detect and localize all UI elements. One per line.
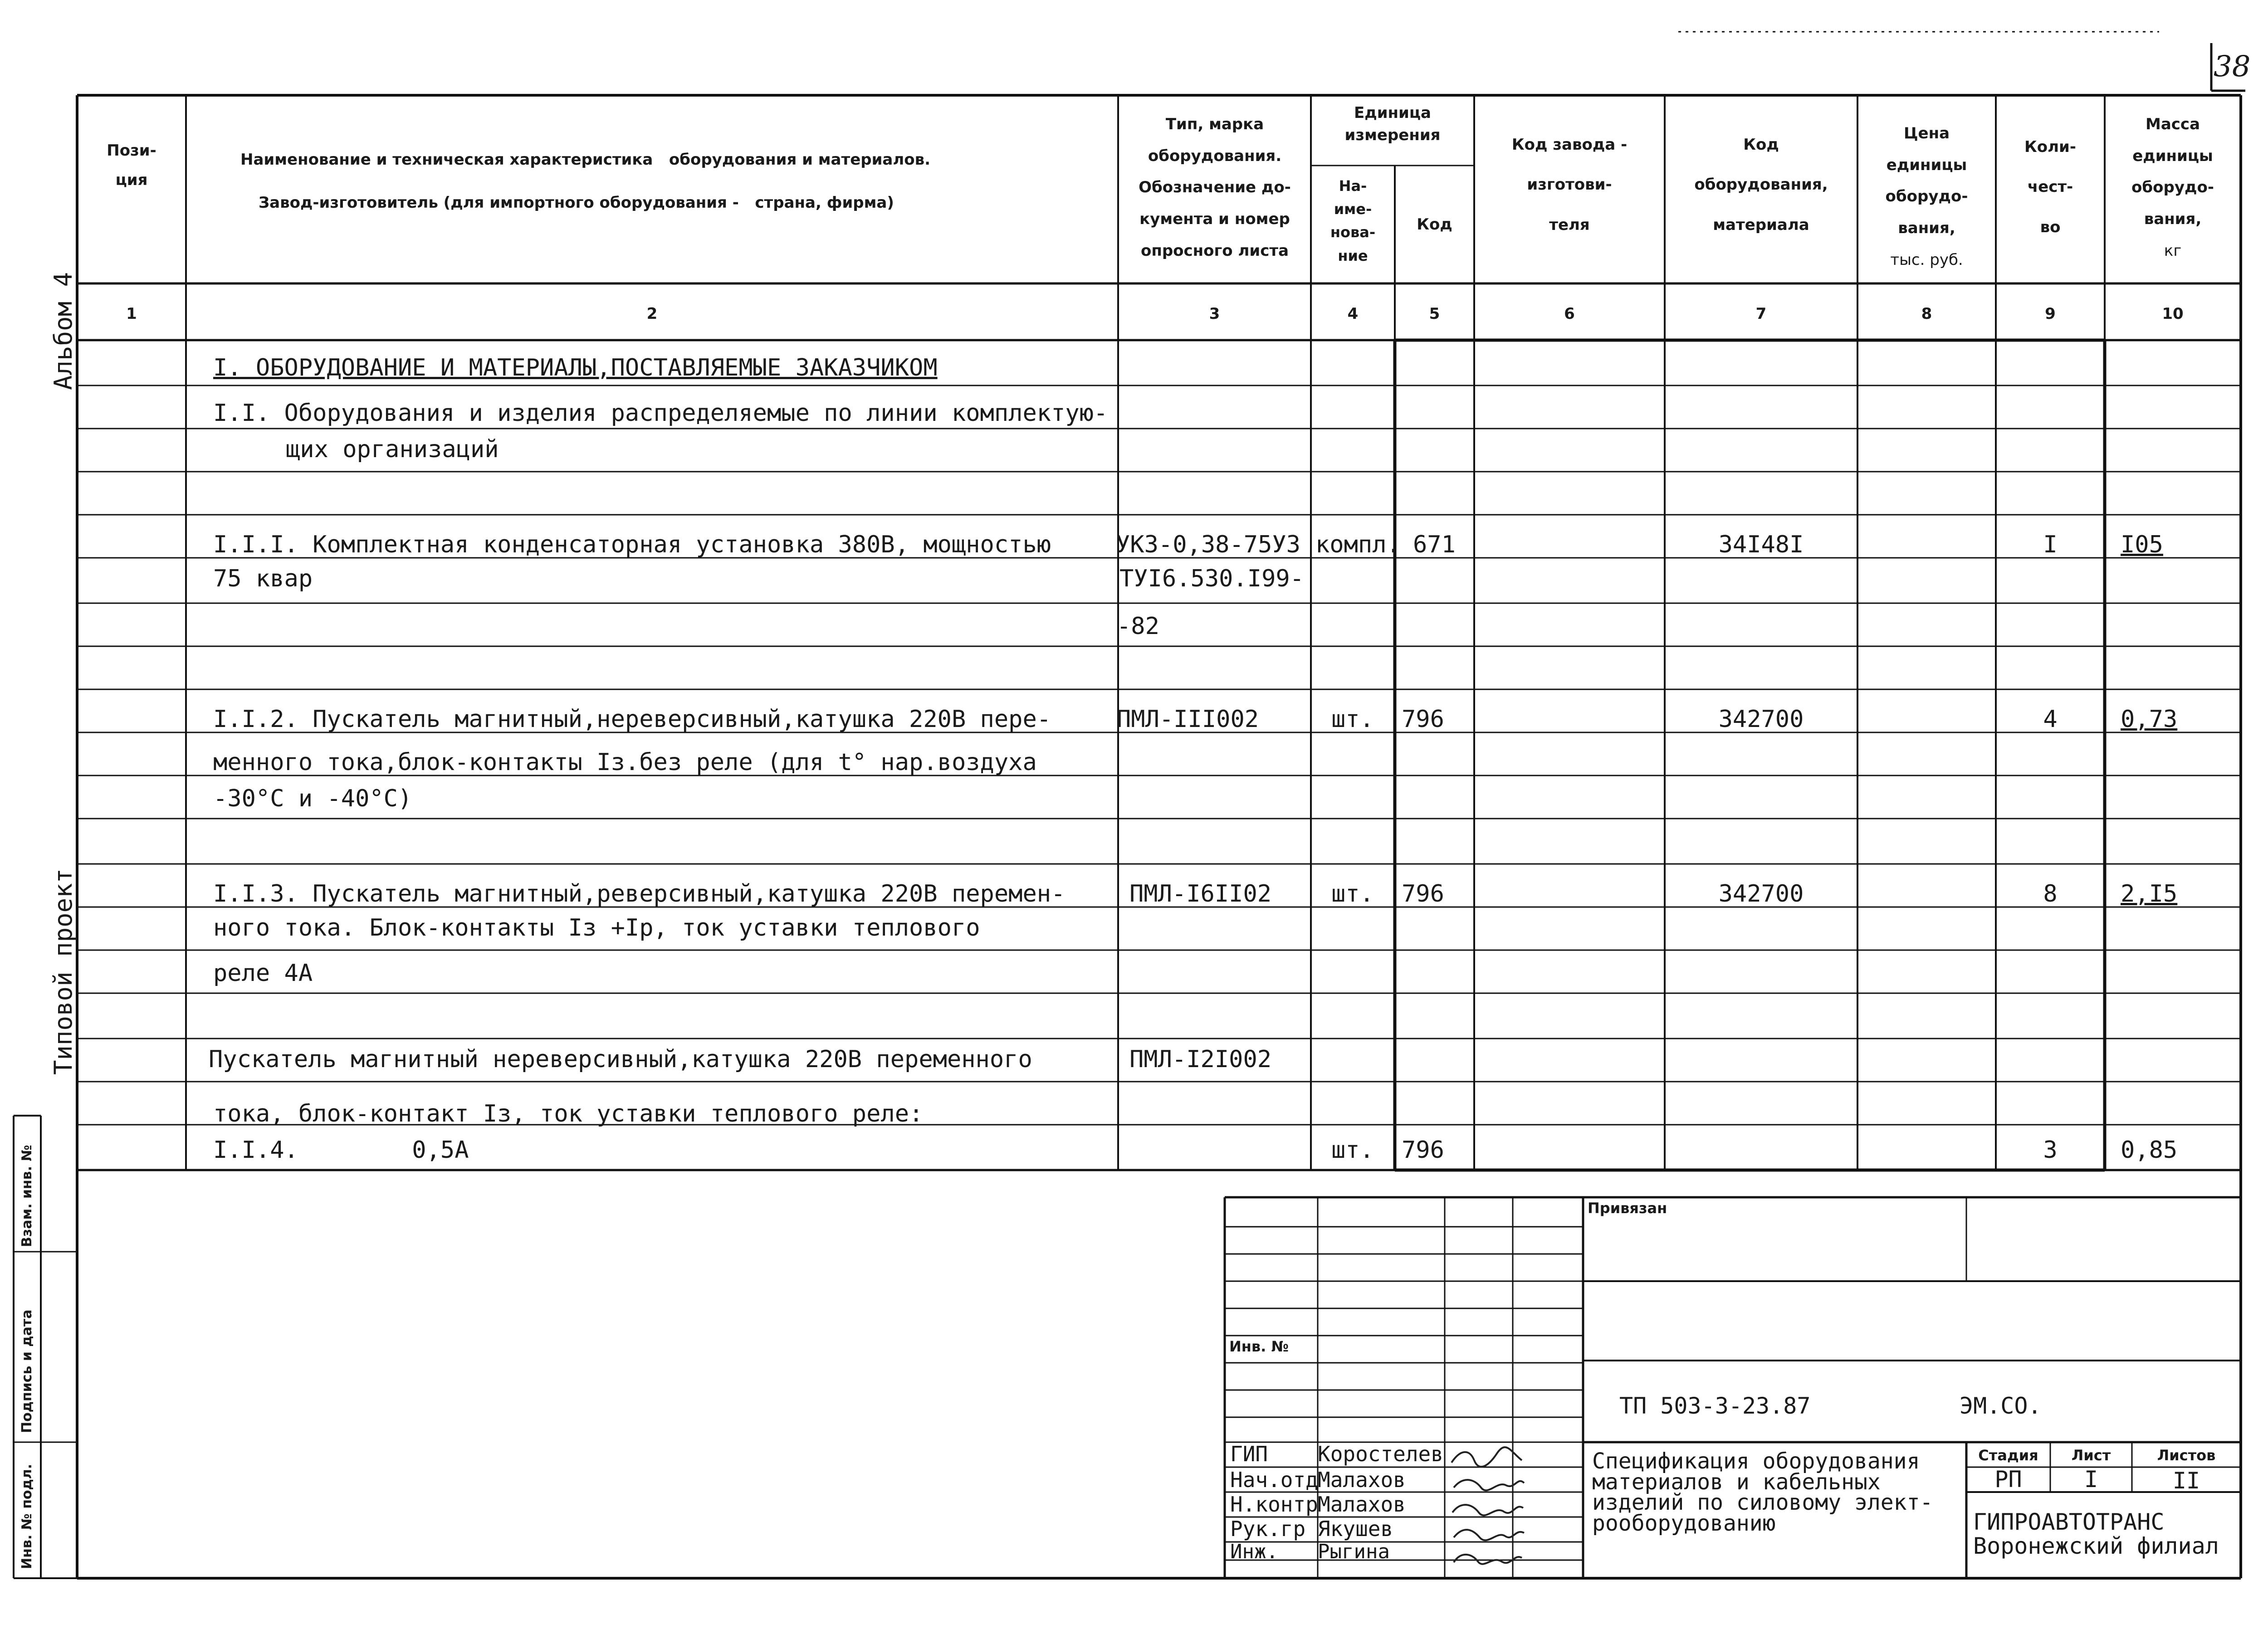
inv-label: Инв. № [1229,1338,1289,1355]
col-number: 7 [1755,305,1767,323]
item-type-cont: -82 [1117,613,1159,640]
item-quantity: 3 [2043,1136,2058,1164]
item-unit: компл. [1315,531,1401,558]
item-name: Пускатель магнитный нереверсивный,катушка 220В переменного [209,1046,1032,1073]
item-unit-code: 796 [1402,1136,1444,1164]
item-name-cont: ного тока. Блок-контакты Iз +Iр, ток уставки теплового [213,914,980,941]
col-number: 4 [1347,305,1359,323]
sheet-value: I [2084,1466,2098,1493]
item-unit-code: 796 [1402,706,1444,733]
item-name-cont: менного тока,блок-контакты Iз.без реле (для t° нар.воздуха [213,749,1037,776]
staff-role: Нач.отд [1230,1468,1318,1492]
item-mass: 2,I5 [2121,880,2178,907]
staff-name: Рыгина [1318,1540,1390,1563]
header-position: Пози- ция [107,141,156,189]
col-number: 10 [2162,305,2184,323]
sheets-value: II [2172,1468,2200,1494]
staff-name: Коростелев [1318,1442,1443,1466]
col-number: 3 [1209,305,1220,323]
item-name: I.I.2. Пускатель магнитный,нереверсивный,катушка 220В пере- [213,706,1051,733]
sheet-label: Лист [2071,1447,2111,1464]
header-price: Цена единицы оборудо- вания, тыс. руб. [1885,124,1968,269]
header-quantity: Коли- чест- во [2024,138,2076,236]
doc-suffix: ЭМ.СО. [1960,1393,2042,1419]
subsection-title: I.I. Оборудования и изделия распределяемые по линии комплектую- [213,400,1108,427]
item-mass: 0,85 [2121,1136,2178,1164]
staff-role: Рук.гр [1230,1517,1306,1541]
item-name-cont: тока, блок-контакт Iз, ток уставки теплового реле: [213,1100,924,1127]
item-quantity: 8 [2043,880,2058,907]
staff-role: Инж. [1230,1540,1278,1563]
subsection-title-cont: щих организаций [286,436,499,463]
col-number: 2 [646,305,658,323]
col-number: 5 [1429,305,1440,323]
header-unit-code: Код [1417,215,1452,234]
side-label-sign-date: Подпись и дата [19,1309,35,1433]
section-title: I. ОБОРУДОВАНИЕ И МАТЕРИАЛЫ,ПОСТАВЛЯЕМЫЕ ЗАКАЗЧИКОМ [213,354,938,381]
doc-code: ТП 503-3-23.87 [1619,1393,1811,1419]
doc-title: Спецификация оборудования материалов и кабельных изделий по силовому элект- рооборудованию [1592,1449,1933,1536]
header-unit-name: На- име- нова- ние [1330,177,1376,264]
stage-label: Стадия [1978,1447,2038,1464]
org-name: ГИПРОАВТОТРАНС Воронежский филиал [1973,1509,2219,1559]
item-material-code: 34I48I [1718,531,1804,558]
page-number: 38 [2214,50,2251,83]
sheets-label: Листов [2157,1447,2216,1464]
col-number: 6 [1564,305,1575,323]
header-unit: Единица измерения [1344,104,1441,145]
item-type: ПМЛ-I6II02 [1129,880,1272,907]
item-material-code: 342700 [1718,880,1804,907]
item-unit: шт. [1331,880,1374,907]
item-name: I.I.3. Пускатель магнитный,реверсивный,катушка 220В перемен- [213,880,1066,907]
header-name: Наименование и техническая характеристика оборудования и материалов. Завод-изготовитель (для импортного оборудования - страна, фирма) [240,151,931,212]
item-name-cont: реле 4А [213,960,313,987]
item-unit-code: 671 [1413,531,1456,558]
header-factory-code: Код завода - изготови- теля [1511,136,1628,234]
col-number: 9 [2045,305,2056,323]
header-mass: Масса единицы оборудо- вания, кг [2131,115,2214,260]
staff-name: Якушев [1318,1517,1393,1541]
item-mass: 0,73 [2121,706,2178,733]
signature-icon [1447,1444,1529,1576]
item-type: ПМЛ-I2I002 [1129,1046,1272,1073]
item-quantity: 4 [2043,706,2058,733]
item-unit-code: 796 [1402,880,1444,907]
item-material-code: 342700 [1718,706,1804,733]
side-label-replace-inv: Взам. инв. № [19,1145,35,1247]
item-mass: I05 [2121,531,2163,558]
item-type-cont: ТУI6.530.I99- [1119,565,1304,592]
bound-label: Привязан [1588,1200,1667,1217]
header-material-code: Код оборудования, материала [1694,136,1828,234]
col-number: 8 [1921,305,1932,323]
staff-name: Малахов [1318,1468,1406,1492]
item-name-cont: -30°С и -40°С) [213,785,412,812]
item-name: I.I.I. Комплектная конденсаторная установка 380В, мощностью [213,531,1051,558]
item-type: ПМЛ-III002 [1117,706,1259,733]
item-type: УКЗ-0,38-75УЗ [1116,531,1300,558]
col-number: 1 [126,305,137,323]
staff-role: ГИП [1230,1442,1268,1466]
side-label-inv-no: Инв. № подл. [19,1463,35,1569]
staff-name: Малахов [1318,1492,1406,1517]
header-type: Тип, марка оборудования. Обозначение до- кумента и номер опросного листа [1139,115,1291,260]
stage-value: РП [1994,1466,2022,1493]
item-name-cont: 75 квар [213,565,313,592]
side-label-album: Альбом 4 [49,272,78,390]
item-unit: шт. [1331,1136,1374,1164]
staff-role: Н.контр [1230,1492,1318,1517]
item-name: I.I.4. 0,5А [213,1136,469,1164]
item-quantity: I [2043,531,2058,558]
side-label-project: Типовой проект [49,868,78,1075]
item-unit: шт. [1331,706,1374,733]
